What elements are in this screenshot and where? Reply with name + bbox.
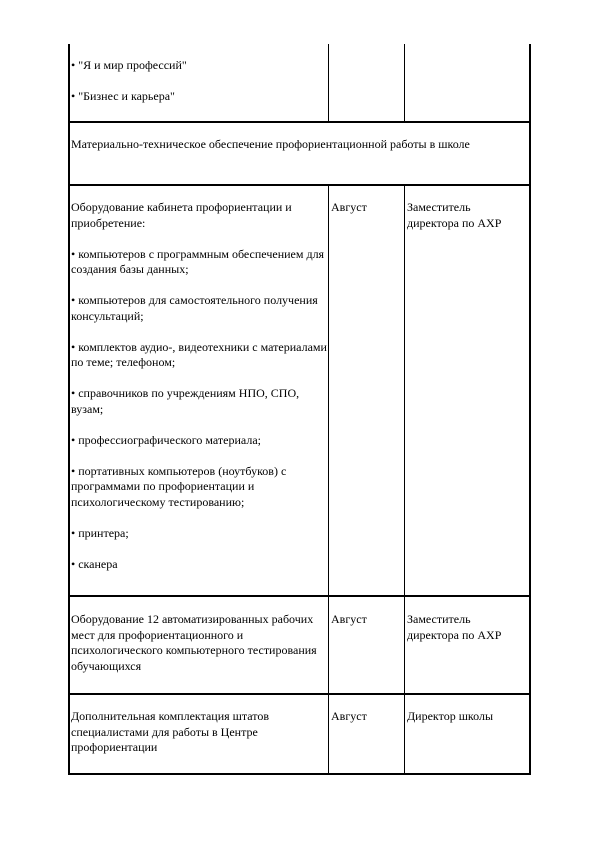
list-item: • сканера: [71, 556, 118, 571]
term-cell: Август: [331, 612, 367, 626]
table-border-left: [68, 44, 70, 775]
term-cell: Август: [331, 200, 367, 214]
list-item: • компьютеров для самостоятельного получения консультаций;: [71, 293, 318, 323]
list-item: • "Бизнес и карьера": [71, 89, 175, 103]
table-row: [71, 709, 303, 756]
activity-text: Оборудование кабинета профориентации и приобретение:: [71, 200, 292, 230]
responsible-cell: Заместитель директора по АХР: [407, 612, 502, 642]
table-border-right: [529, 44, 531, 775]
list-item: • комплектов аудио-, видеотехники с материалами по теме; телефоном;: [71, 339, 327, 369]
row-border: [68, 595, 531, 597]
column-divider-1: [328, 44, 329, 121]
term-cell: Август: [331, 709, 367, 723]
activity-text: Оборудование 12 автоматизированных рабочих мест для профориентационного и психологического компьютерного тестирования обучающихся: [71, 612, 317, 673]
list-item: • принтера;: [71, 525, 129, 540]
row-border: [68, 693, 531, 695]
list-item: • справочников по учреждениям НПО, СПО, вузам;: [71, 386, 300, 416]
column-divider-2: [404, 44, 405, 121]
table-row: [71, 58, 327, 105]
row-border: [68, 121, 531, 123]
responsible-cell: Директор школы: [407, 709, 494, 723]
row-border: [68, 184, 531, 186]
list-item: • профессиографического материала;: [71, 432, 261, 447]
table-row: [71, 200, 333, 572]
section-heading: Материально-техническое обеспечение профориентационной работы в школе: [71, 137, 470, 151]
table-row: [71, 612, 327, 674]
column-divider-2: [404, 184, 405, 775]
responsible-cell: Заместитель директора по АХР: [407, 200, 502, 230]
list-item: • "Я и мир профессий": [71, 58, 187, 72]
plan-table: [68, 44, 531, 775]
list-item: • портативных компьютеров (ноутбуков) с программами по профориентации и психологическому тестированию;: [71, 463, 287, 509]
list-item: • компьютеров с программным обеспечением для создания базы данных;: [71, 246, 325, 276]
activity-text: Дополнительная комплектация штатов специалистами для работы в Центре профориентации: [71, 709, 270, 754]
table-border-bottom: [68, 773, 531, 775]
